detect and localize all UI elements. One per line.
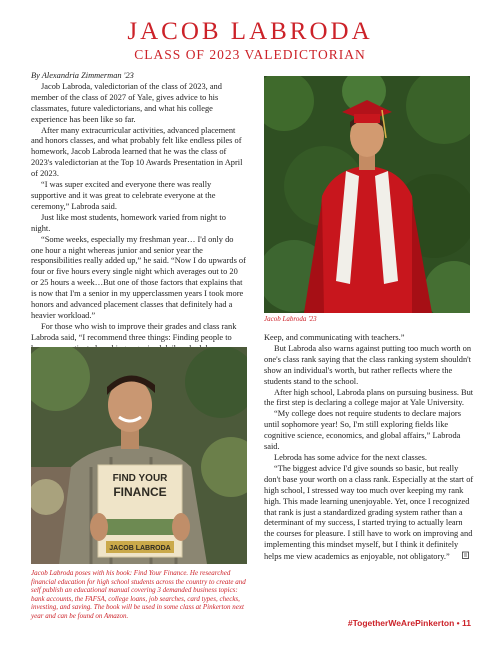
paragraph: Jacob Labroda, valedictorian of the class of 2023, and member of the class of 2027 of Yale, gives advice to his classmates, future valedictorians, and what his college experience has been like so far. [31,81,222,124]
paragraph: Lebroda has some advice for the next classes. [274,452,428,462]
paragraph: But Labroda also warns against putting too much worth on one's class rank saying that the class ranking system shouldn't show an individual's worth, but rather reflects where the students stand to the school. [264,343,472,386]
paragraph: “Some weeks, especially my freshman year… I'd only do one hour a night whereas junior and senior year the responsibilities really added up,” he said. “Now I do upwards of four or five hours every single night which averages out to 20 or 25 hours a week…But one of those factors that explains that is now that I'm a senior in my upperclassmen years I took more honors and advanced placement classes that definitely had a heavier workload.” [31,234,246,320]
book-photo-caption: Jacob Labroda poses with his book: Find Your Finance. He researched financial education for high school students across the country to create and self publish an educational manual covering 3 demanded business topics: bank accounts, the FAFSA, college loans, job searches, card types, checks, investing, and saving. The book will be used in some class at Pinkerton next year and can be found on Amazon. [31,569,246,620]
book-title-line2: FINANCE [113,485,167,499]
end-mark-icon [452,551,469,563]
graduation-photo [264,76,470,313]
paragraph: Keep, and communicating with teachers.” [264,333,405,342]
paragraph: Just like most students, homework varied from night to night. [31,212,226,233]
book-title-line1: FIND YOUR [112,473,168,484]
byline-author: By Alexandria Zimmerman '23 [31,71,134,80]
paragraph: After high school, Labroda plans on pursuing business. But the first step is declaring a college major at Yale University. [264,387,474,408]
right-column [264,333,474,563]
page-footer: #TogetherWeArePinkerton • 11 [347,618,471,628]
book-photo-illustration [31,347,247,564]
paragraph: After many extracurricular activities, advanced placement and honors classes, and what probably felt like endless piles of homework, Jacob Labroda learned that he was the class of 2023's valedictorian at the Top 10 Awards Presentation in April of 2023. [31,125,243,179]
paragraph-text: “The biggest advice I'd give sounds so basic, but really don't base your worth on a class rank. Especially at the start of high school, I stressed way too much over keeping my rank high. This made learning unenjoyable. Yet, once I recognized that rank is just a standardized grading system rather than a determinant of my success, I started trying to actually learn the courses for pleasure. I still have to work on improving and implementing this mindset myself, but I think it definitely helps me view academics as enjoyable, not obligatory.” [264,463,474,562]
left-column [31,71,246,365]
graduation-photo-caption: Jacob Labroda '23 [264,315,317,323]
byline [31,71,246,82]
graduation-photo-illustration [264,76,470,313]
paragraph: “My college does not require students to declare majors until sophomore year! So, I'm still exploring fields like cognitive science, economics, and global affairs,” Labroda said. [264,409,461,452]
book-photo [31,347,247,564]
paragraph: For those who wish to improve their grades and class rank Labroda said, “I recommend three things: Finding people to [31,321,237,342]
article-subtitle: CLASS OF 2023 VALEDICTORIAN [134,47,366,62]
paragraph: “I was super excited and everyone there was really supportive and it was great to celebrate everyone at the ceremony,” Labroda said. [31,180,216,211]
book-author: JACOB LABRODA [109,545,171,552]
article-title: JACOB LABRODA [127,18,373,45]
paragraph [264,464,474,563]
